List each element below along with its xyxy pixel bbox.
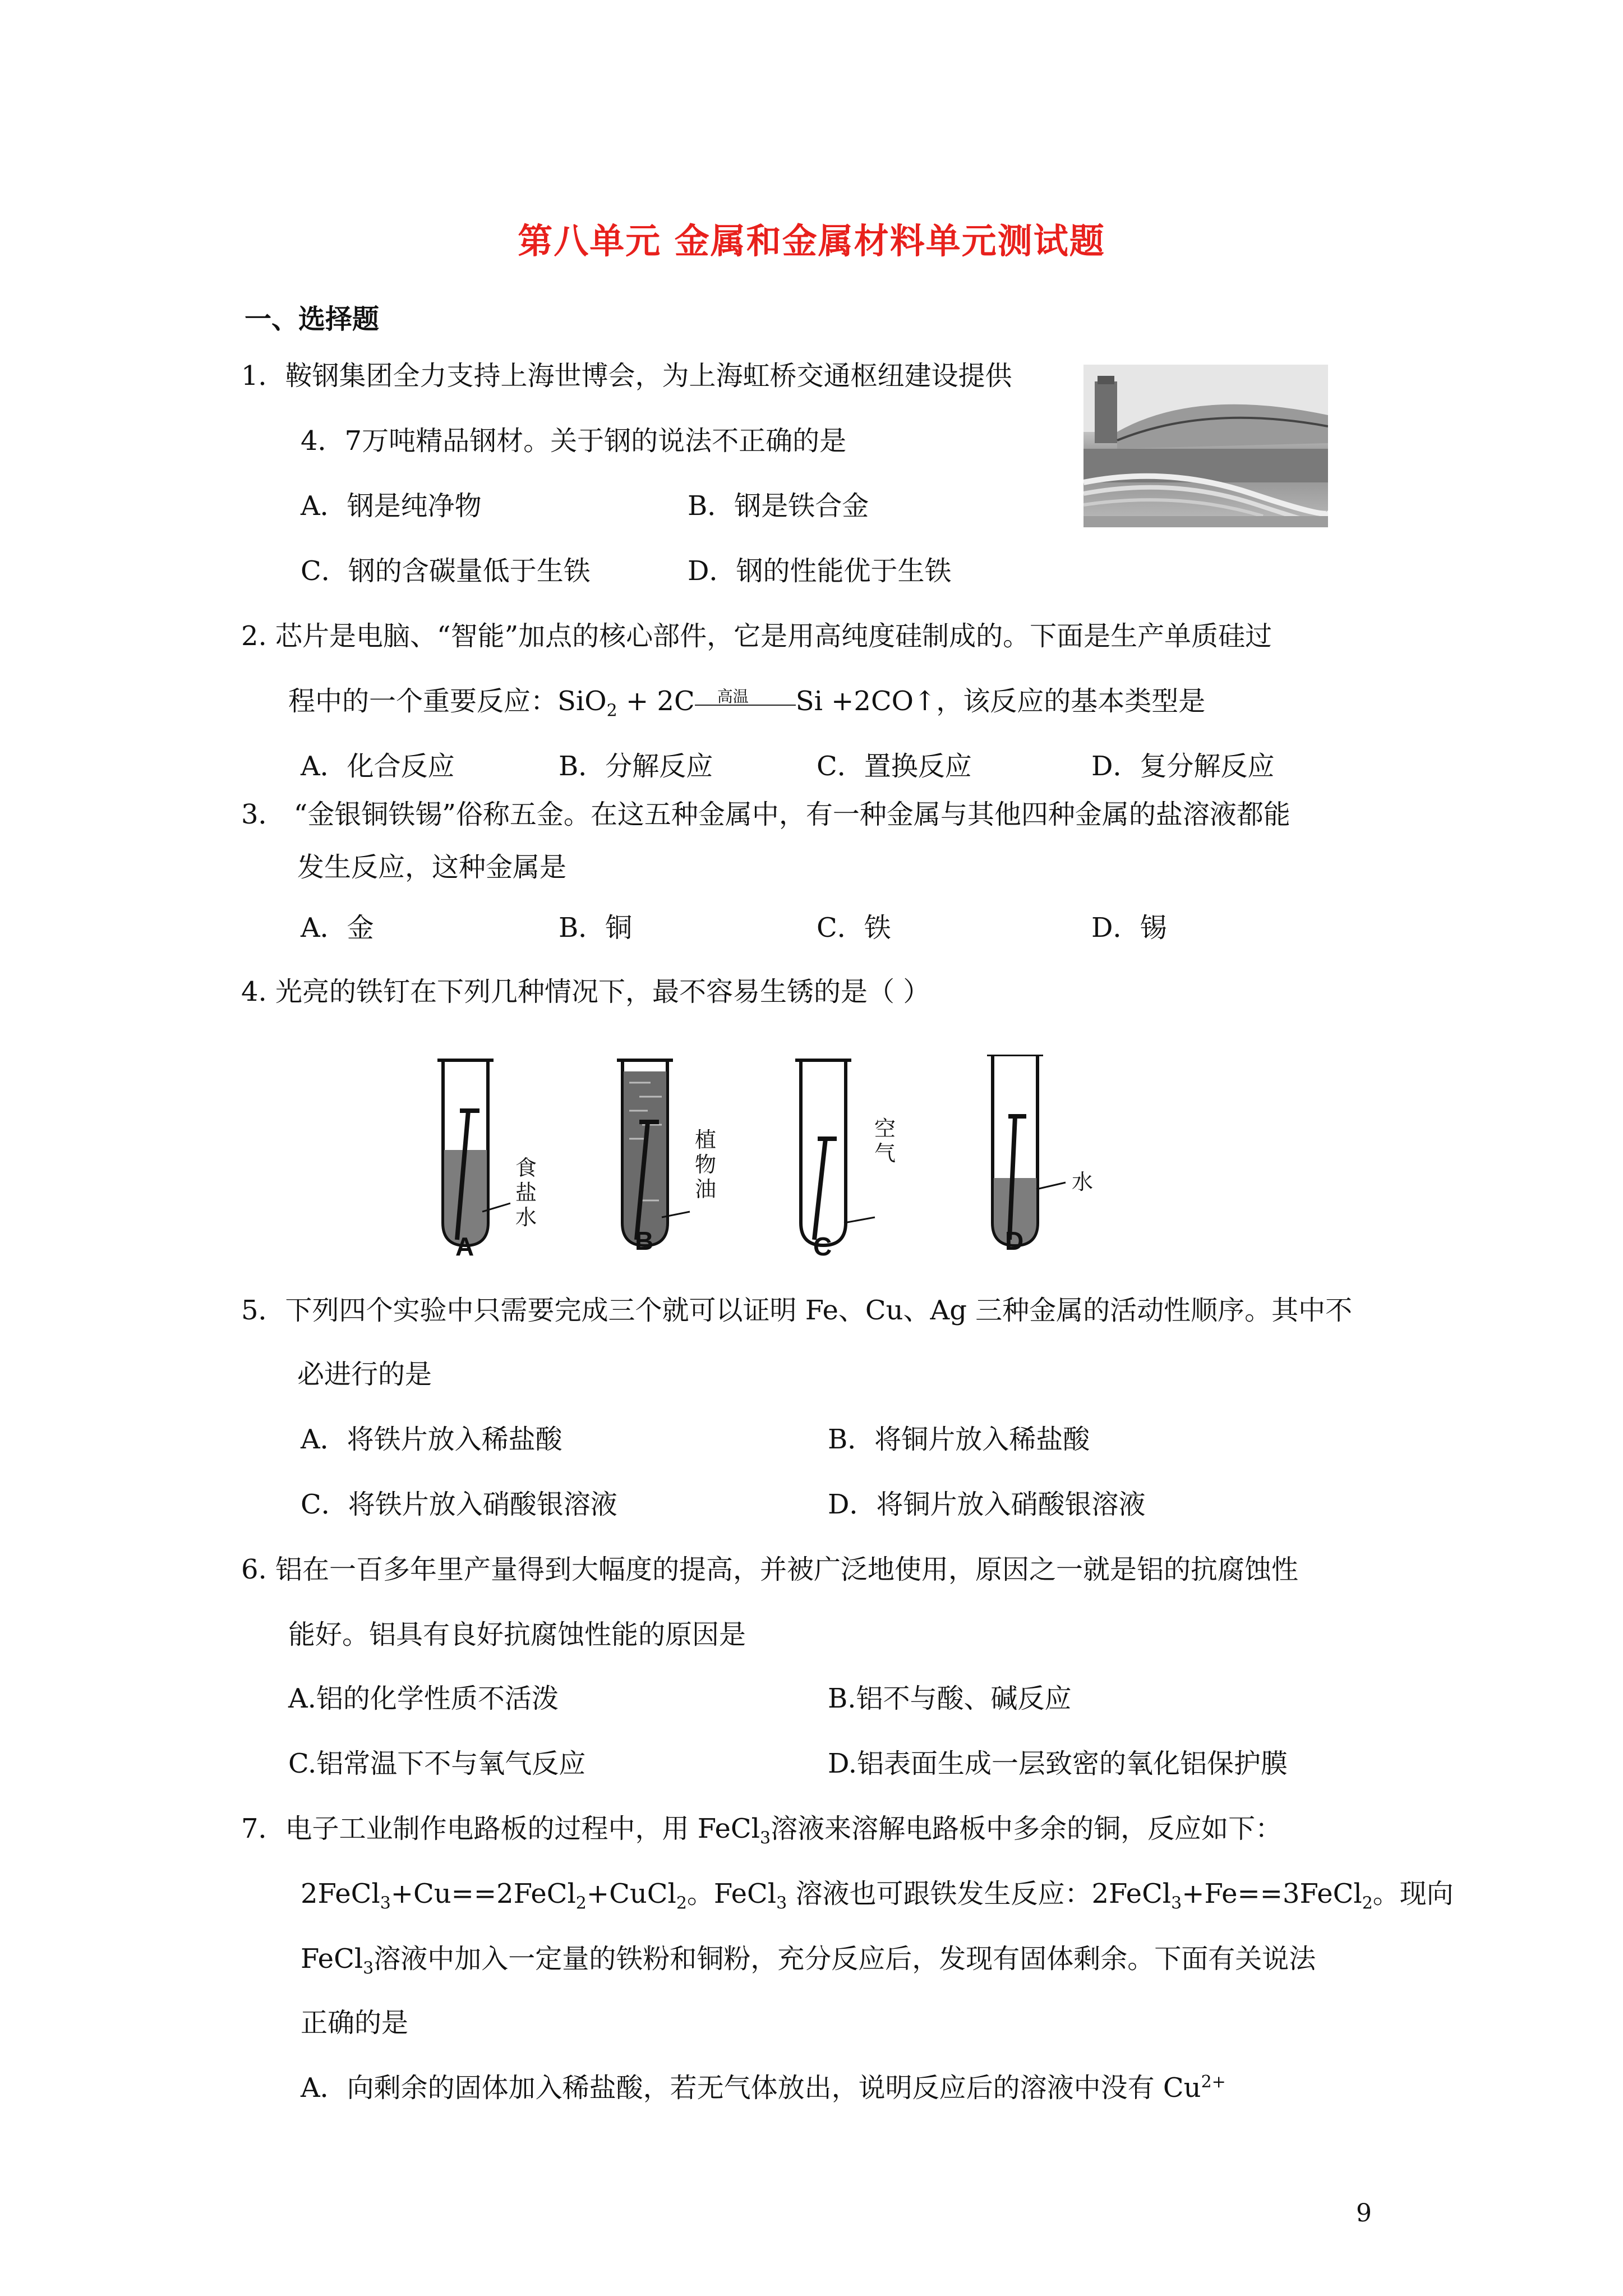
page-number: 9 [1356, 2199, 1372, 2228]
question-6-option-a: A.铝的化学性质不活泼 [288, 1683, 559, 1714]
question-4-line-1: 4. 光亮的铁钉在下列几种情况下，最不容易生锈的是（ ） [241, 976, 930, 1007]
question-2-line-1: 2. 芯片是电脑、“智能”加点的核心部件，它是用高纯度硅制成的。下面是生产单质硅过 [241, 620, 1272, 652]
question-7-line-1: 7．电子工业制作电路板的过程中，用 FeCl$_3$溶液来溶解电路板中多余的铜，反应如下： [241, 1813, 1283, 1848]
tube-d-label: 水 [1071, 1170, 1093, 1194]
question-6-option-d: D.铝表面生成一层致密的氧化铝保护膜 [828, 1748, 1288, 1779]
question-1-option-a: A．钢是纯净物 [301, 490, 482, 522]
test-tube-b [617, 1060, 690, 1245]
question-1-option-c: C．钢的含碳量低于生铁 [301, 555, 591, 587]
question-5-option-a: A．将铁片放入稀盐酸 [301, 1424, 562, 1455]
question-2-option-d: D．复分解反应 [1091, 751, 1275, 782]
question-3-line-2: 发生反应，这种金属是 [297, 852, 567, 883]
test-tube-c [795, 1060, 875, 1245]
section-heading: 一、选择题 [245, 303, 380, 335]
question-6-line-1: 6. 铝在一百多年里产量得到大幅度的提高，并被广泛地使用，原因之一就是铝的抗腐蚀性 [241, 1554, 1299, 1585]
page-title: 第八单元 金属和金属材料单元测试题 [518, 220, 1105, 261]
question-3-option-c: C．铁 [817, 912, 891, 944]
question-3-option-b: B．铜 [559, 912, 633, 944]
tube-c-label: 空 气 [874, 1116, 896, 1166]
question-2-option-c: C．置换反应 [817, 751, 972, 782]
question-3-line-1: 3． “金银铜铁锡”俗称五金。在这五种金属中，有一种金属与其他四种金属的盐溶液都能 [241, 799, 1290, 830]
question-6-option-b: B.铝不与酸、碱反应 [828, 1683, 1072, 1714]
question-1-option-b: B．钢是铁合金 [688, 490, 869, 522]
question-2-option-a: A．化合反应 [301, 751, 455, 782]
question-7-line-4: 正确的是 [301, 2007, 409, 2039]
question-5-option-d: D．将铜片放入硝酸银溶液 [828, 1489, 1146, 1520]
question-7-line-3: FeCl$_3$溶液中加入一定量的铁粉和铜粉，充分反应后，发现有固体剩余。下面有关说法 [301, 1943, 1316, 1978]
tube-d-letter: D [1005, 1226, 1024, 1255]
reaction-condition: 高温 [695, 692, 796, 715]
question-2-option-b: B．分解反应 [559, 751, 713, 782]
question-6-option-c: C.铝常温下不与氧气反应 [288, 1748, 586, 1779]
question-5-line-1: 5．下列四个实验中只需要完成三个就可以证明 Fe、Cu、Ag 三种金属的活动性顺序。其中不 [241, 1295, 1353, 1326]
question-6-line-2: 能好。铝具有良好抗腐蚀性能的原因是 [288, 1619, 746, 1650]
test-tube-a [437, 1060, 510, 1245]
hongqiao-hub-photo [1083, 365, 1328, 527]
test-tube-d [987, 1055, 1066, 1245]
question-1-line-1: 1．鞍钢集团全力支持上海世博会，为上海虹桥交通枢纽建设提供 [241, 360, 1012, 392]
question-1-line-2: 4．7万吨精品钢材。关于钢的说法不正确的是 [301, 425, 847, 457]
question-7-line-2: 2FeCl$_3$+Cu==2FeCl$_2$+CuCl$_2$。FeCl$_3$ 溶液也可跟铁发生反应：2FeCl$_3$+Fe==3FeCl$_2$。现向 [301, 1878, 1454, 1913]
question-3-option-d: D．锡 [1091, 912, 1167, 944]
question-2-line-2: 程中的一个重要反应：SiO$_2$ + 2C 高温 Si +2CO↑，该反应的基本类型是 [288, 685, 1206, 721]
tube-b-label: 植 物 油 [694, 1128, 716, 1202]
tube-b-letter: B [635, 1226, 654, 1255]
question-5-option-b: B．将铜片放入稀盐酸 [828, 1424, 1090, 1455]
question-1-option-d: D．钢的性能优于生铁 [688, 555, 952, 587]
tube-a-letter: A [455, 1232, 474, 1261]
test-tube-figure [426, 1055, 1189, 1262]
question-3-option-a: A．金 [301, 912, 374, 944]
tube-c-letter: C [813, 1232, 832, 1261]
question-7-option-a: A．向剩余的固体加入稀盐酸，若无气体放出，说明反应后的溶液中没有 $Cu^{2+}$ [301, 2072, 1226, 2104]
question-5-option-c: C．将铁片放入硝酸银溶液 [301, 1489, 617, 1520]
question-5-line-2: 必进行的是 [297, 1359, 432, 1390]
tube-a-label: 食 盐 水 [515, 1156, 537, 1230]
